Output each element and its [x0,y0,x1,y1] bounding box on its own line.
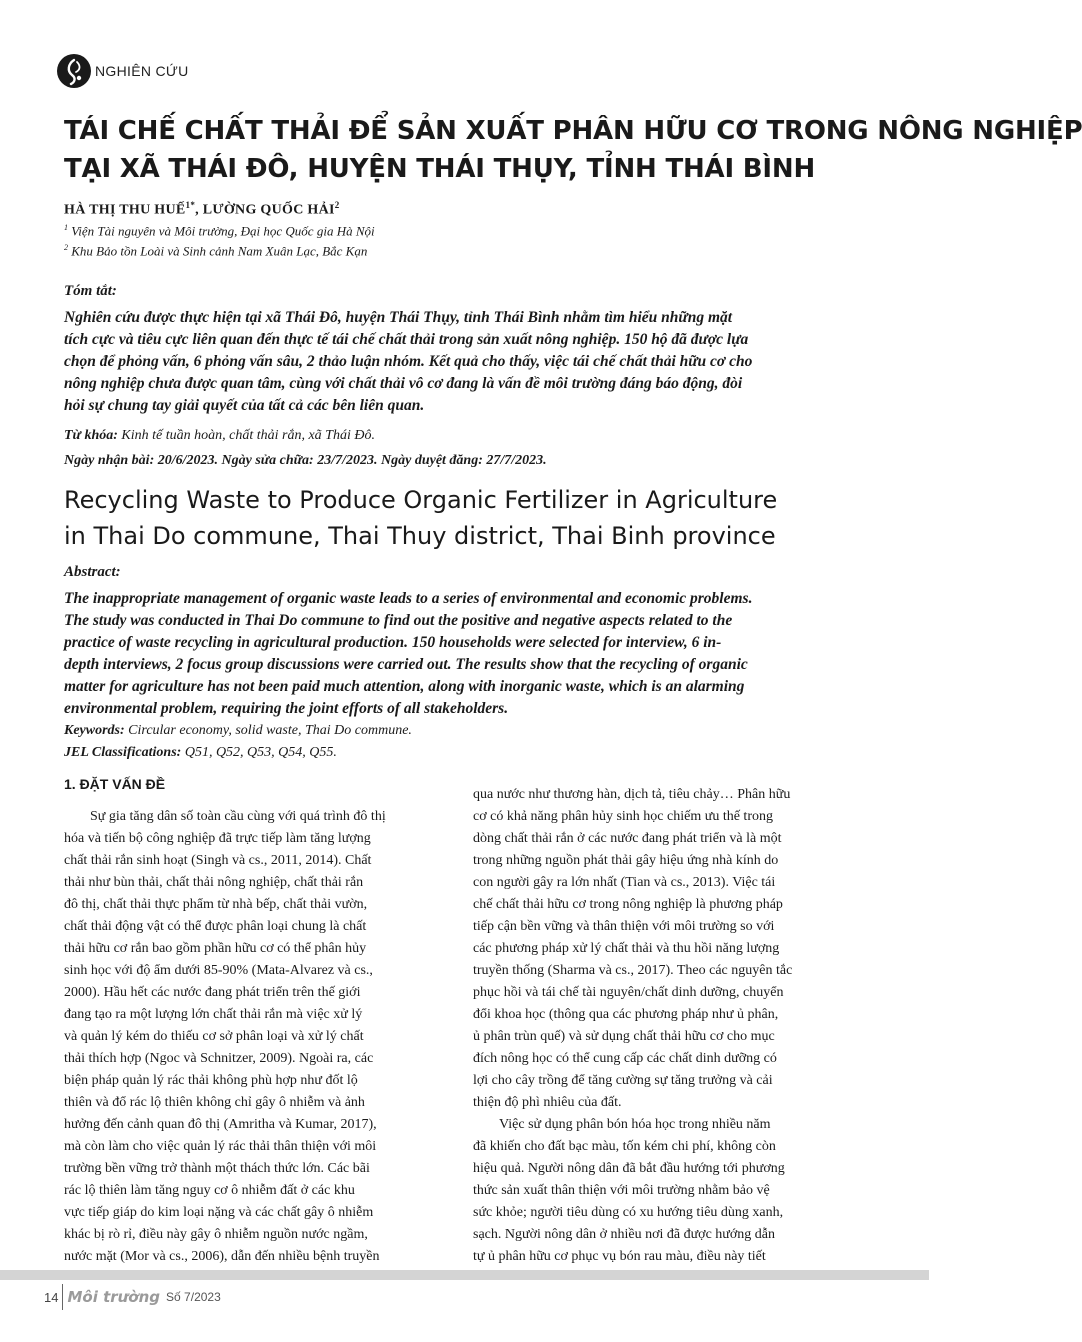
body-line: hưởng đến cảnh quan đô thị (Amritha và Kumar, 2017), [64,1117,377,1132]
affiliation-text: Khu Bảo tồn Loài và Sinh cảnh Nam Xuân Lạc, Bắc Kạn [71,243,368,259]
abstract-line: The study was conducted in Thai Do commune to find out the positive and negative aspects related to the [64,612,733,629]
jel-text: Q51, Q52, Q53, Q54, Q55. [184,745,337,760]
abstract-line: nông nghiệp chưa được quan tâm, cùng với chất thải vô cơ đang là vấn đề môi trường đáng báo động, đòi [64,375,743,392]
body-line: Việc sử dụng phân bón hóa học trong nhiều năm [499,1117,771,1132]
body-line: tiếp cận bền vững và thân thiện với môi trường so với [473,919,775,934]
body-line: cơ có khả năng phân hủy sinh học chiếm ưu thế trong [473,809,773,824]
page-number: 14 [44,1289,59,1305]
page-title [64,112,1082,188]
footer-divider [62,1284,63,1310]
body-line: thải hữu cơ rắn bao gồm phần hữu cơ có thể phân hủy [64,941,367,956]
body-line: trong những nguồn phát thải gây hiệu ứng nhà kính do [473,853,779,868]
body-line: mà còn làm cho việc quản lý rác thải thân thiện với môi [64,1139,377,1154]
title-line: TẠI XÃ THÁI ĐÔ, HUYỆN THÁI THỤY, TỈNH THÁI BÌNH [64,154,815,184]
abstract-vn-label: Tóm tắt: [64,283,117,299]
author-name: LƯỜNG QUỐC HẢI [202,202,335,218]
title-line: Recycling Waste to Produce Organic Fertilizer in Agriculture [64,486,778,514]
jel-classifications [64,745,337,761]
body-line: biện pháp quản lý rác thải không phù hợp như đốt lộ [64,1073,358,1088]
keywords-vn-text: Kinh tế tuần hoàn, chất thải rắn, xã Thái Đô. [121,428,375,443]
body-line: chất thải rắn sinh hoạt (Singh và cs., 2011, 2014). Chất [64,853,372,868]
body-line: hiệu quả. Người nông dân đã bắt đầu hướng tới phương [473,1161,785,1176]
body-line: sạch. Người nông dân ở nhiều nơi đã được hướng dẫn [473,1227,776,1242]
body-line: thiên và đổ rác lộ thiên không chỉ gây ô nhiễm và ảnh [64,1095,365,1110]
abstract-en [64,588,864,720]
body-line: chế chất thải hữu cơ trong nông nghiệp là phương pháp [473,897,783,912]
section-label: NGHIÊN CỨU [95,63,189,79]
author-list [64,200,340,219]
abstract-line: The inappropriate management of organic waste leads to a series of environmental and economic problems. [64,590,753,607]
keywords-en-label: Keywords: [64,723,125,738]
body-line: qua nước như thương hàn, dịch tả, tiêu chảy… Phân hữu [473,787,791,802]
author-separator: , [195,202,203,218]
keywords-vn [64,428,375,444]
abstract-en-label: Abstract: [64,564,121,580]
body-line: chất thải động vật có thể được phân loại chung là chất [64,919,367,934]
abstract-line: hỏi sự chung tay giải quyết của tất cả các bên liên quan. [64,397,425,414]
affiliation-mark: 1 [64,223,68,232]
author-name: HÀ THỊ THU HUẾ [64,202,186,218]
body-line: 2000). Hầu hết các nước đang phát triển trên thế giới [64,985,361,1000]
body-line: các phương pháp xử lý chất thải và thu hồi năng lượng [473,941,780,956]
body-line: thức sản xuất thân thiện với môi trường nhằm bảo vệ [473,1183,770,1198]
body-column-left [64,806,440,1268]
english-title [64,482,884,554]
body-line: ủ phân trùn quế) và sử dụng chất thải hữu cơ cho mục [473,1029,775,1044]
body-line: thải như bùn thải, chất thải nông nghiệp, chất thải rắn [64,875,364,890]
body-line: đích nông học có thể cung cấp các chất dinh dưỡng có [473,1051,777,1066]
body-line: trường bền vững trở thành một thách thức lớn. Các bãi [64,1161,370,1176]
affiliation [64,223,375,239]
abstract-vn [64,307,854,417]
issue-number: Số 7/2023 [166,1290,221,1304]
body-line: đang tạo ra một lượng lớn chất thải rắn mà việc xử lý [64,1007,363,1022]
body-line: Sự gia tăng dân số toàn cầu cùng với quá trình đô thị [90,809,386,824]
body-line: đô thị, chất thải thực phẩm từ nhà bếp, chất thải vườn, [64,897,368,912]
jel-label: JEL Classifications: [64,745,182,760]
body-line: dòng chất thải rắn ở các nước đang phát triển và là một [473,831,782,846]
keywords-en [64,723,412,739]
journal-logo-icon [57,54,91,88]
body-line: đổi khoa học (thông qua các phương pháp như ủ phân, [473,1007,779,1022]
article-dates: Ngày nhận bài: 20/6/2023. Ngày sửa chữa: 23/7/2023. Ngày duyệt đăng: 27/7/2023. [64,453,547,468]
body-line: thiện độ phì nhiêu của đất. [473,1095,622,1110]
body-line: con người gây ra lớn nhất (Tian và cs., 2013). Việc tái [473,875,776,890]
body-line: nước mặt (Mor và cs., 2006), dẫn đến nhiều bệnh truyền [64,1249,380,1264]
body-column-right [473,784,851,1268]
body-line: sinh học với độ ẩm dưới 85-90% (Mata-Alvarez và cs., [64,963,373,978]
body-line: hóa và tiến bộ công nghiệp đã trực tiếp làm tăng lượng [64,831,371,846]
body-line: vực tiếp giáp do kim loại nặng và các chất gây ô nhiễm [64,1205,374,1220]
footer-band [0,1270,929,1280]
body-line: và quản lý kém do thiếu cơ sở phân loại và xử lý chất [64,1029,364,1044]
abstract-line: matter for agriculture has not been paid much attention, along with inorganic waste, which is an alarming [64,678,745,695]
body-line: tự ủ phân hữu cơ phục vụ bón rau màu, điều này tiết [473,1249,766,1264]
body-line: sức khỏe; người tiêu dùng có xu hướng tiêu dùng xanh, [473,1205,784,1220]
section-header [57,54,189,88]
body-line: rác lộ thiên làm tăng nguy cơ ô nhiễm đất ở các khu [64,1183,355,1198]
abstract-line: environmental problem, requiring the joint efforts of all stakeholders. [64,700,509,717]
section-heading: 1. ĐẶT VẤN ĐỀ [64,776,166,792]
body-line: phục hồi và tái chế tài nguyên/chất dinh dưỡng, chuyển [473,985,784,1000]
affiliation-mark: 2 [64,243,68,252]
body-line: đã khiến cho đất bạc màu, tốn kém chi phí, không còn [473,1139,776,1154]
affiliation [64,243,367,259]
abstract-line: practice of waste recycling in agricultural production. 150 households were selected for interview, 6 in- [64,634,722,651]
abstract-line: tích cực và tiêu cực liên quan đến thực tế tái chế chất thải trong sản xuất nông nghiệp. 150 hộ đã được lựa [64,331,749,348]
journal-name: Môi trường [67,1288,161,1306]
body-line: khác bị rò rỉ, điều này gây ô nhiễm nguồn nước ngầm, [64,1227,368,1242]
keywords-vn-label: Từ khóa: [64,428,118,443]
body-line: thải thích hợp (Ngoc và Schnitzer, 2009). Ngoài ra, các [64,1051,374,1066]
body-line: truyền thống (Sharma và cs., 2017). Theo các nguyên tắc [473,963,793,978]
author-mark: 1* [185,200,196,210]
page-footer [44,1282,221,1312]
abstract-line: Nghiên cứu được thực hiện tại xã Thái Đô, huyện Thái Thụy, tỉnh Thái Bình nhằm tìm hiểu những mặt [64,309,733,326]
abstract-line: chọn để phỏng vấn, 6 phỏng vấn sâu, 2 thảo luận nhóm. Kết quả cho thấy, việc tái chế chất thải hữu cơ cho [64,353,753,370]
author-mark: 2 [334,200,340,210]
body-line: lợi cho cây trồng để tăng cường sự tăng trưởng và cải [473,1073,773,1088]
keywords-en-text: Circular economy, solid waste, Thai Do commune. [128,723,412,738]
title-line: in Thai Do commune, Thai Thuy district, Thai Binh province [64,522,776,550]
title-line: TÁI CHẾ CHẤT THẢI ĐỂ SẢN XUẤT PHÂN HỮU CƠ TRONG NÔNG NGHIỆP [64,116,1082,146]
abstract-line: depth interviews, 2 focus group discussions were carried out. The results show that the recycling of organic [64,656,748,673]
affiliation-text: Viện Tài nguyên và Môi trường, Đại học Quốc gia Hà Nội [71,223,375,239]
